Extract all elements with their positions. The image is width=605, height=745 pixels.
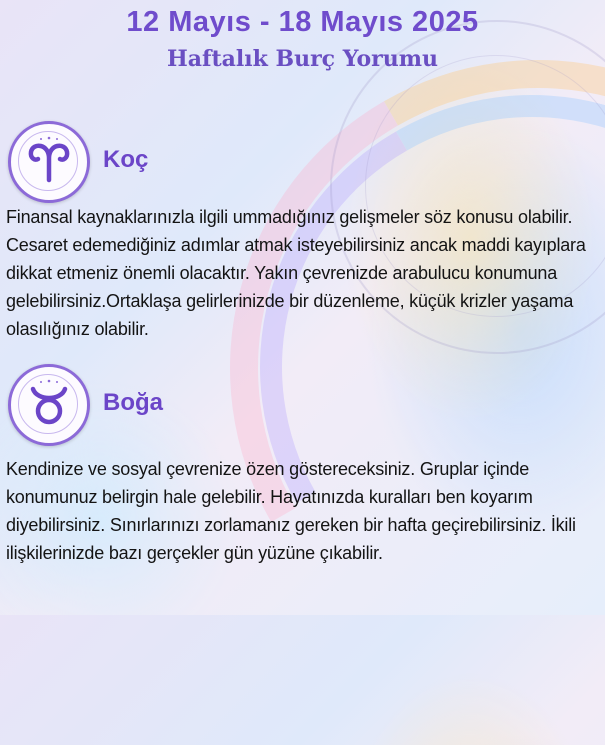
taurus-badge (8, 364, 90, 446)
aries-symbol-icon (11, 124, 87, 200)
sign-name-taurus: Boğa (103, 389, 163, 416)
page-subtitle: Haftalık Burç Yorumu (166, 46, 439, 72)
aries-badge (8, 121, 90, 203)
taurus-symbol-icon (11, 367, 87, 443)
aries-horoscope-text: Finansal kaynaklarınızla ilgili ummadığınız gelişmeler söz konusu olabilir. Cesaret edemediğiniz adımlar atmak isteyebilirsiniz ancak maddi kayıplara dikkat etmeniz önemli olacaktır. Yakın çevrenizde arabulucu konumuna gelebilirsiniz.Ortaklaşa gelirlerinizde bir düzenleme, küçük krizler yaşama olasılığınız olabilir. (6, 207, 586, 339)
sign-name-aries: Koç (103, 146, 149, 173)
taurus-horoscope-text: Kendinize ve sosyal çevrenize özen göstereceksiniz. Gruplar içinde konumunuz belirgin hale gelebilir. Hayatınızda kuralları ben koyarım diyebilirsiniz. Sınırlarınızı zorlamanız gereken bir hafta geçirebilirsiniz. İkili ilişkilerinizde bazı gerçekler gün yüzüne çıkabilir. (6, 459, 576, 563)
page-title: 12 Mayıs - 18 Mayıs 2025 (126, 6, 479, 38)
